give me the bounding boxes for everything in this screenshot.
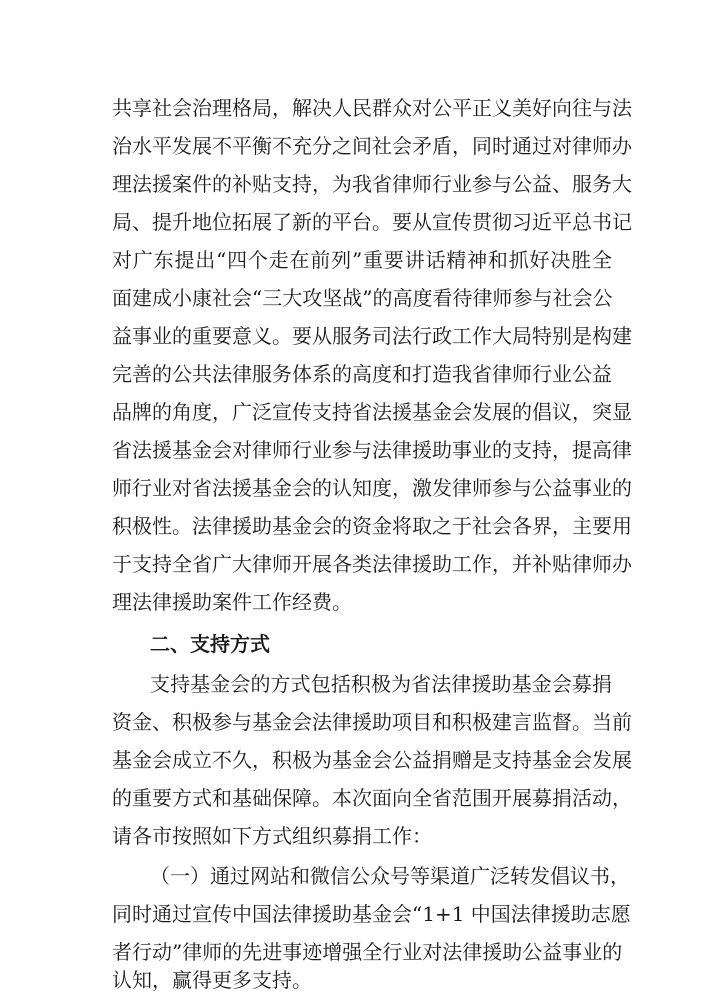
body-line: 面建成小康社会“三大攻坚战”的高度看待律师参与社会公: [112, 286, 613, 310]
item-line: 同时通过宣传中国法律援助基金会“1+1 中国法律援助志愿: [112, 902, 631, 926]
section-line: 资金、积极参与基金会法律援助项目和积极建言监督。当前: [112, 710, 632, 734]
body-line: 益事业的重要意义。要从服务司法行政工作大局特别是构建: [112, 324, 632, 348]
body-line: 治水平发展不平衡不充分之间社会矛盾，同时通过对律师办: [112, 134, 632, 158]
body-line: 共享社会治理格局，解决人民群众对公平正义美好向往与法: [112, 96, 632, 120]
body-line: 师行业对省法援基金会的认知度，激发律师参与公益事业的: [112, 476, 632, 500]
body-line: 对广东提出“四个走在前列”重要讲话精神和抓好决胜全: [112, 248, 612, 272]
body-line: 于支持全省广大律师开展各类法律援助工作，并补贴律师办: [112, 552, 632, 576]
item-line: 认知，赢得更多支持。: [112, 968, 312, 992]
body-line: 局、提升地位拓展了新的平台。要从宣传贯彻习近平总书记: [112, 210, 632, 234]
section-line: 支持基金会的方式包括积极为省法律援助基金会募捐: [150, 672, 612, 696]
body-line: 完善的公共法律服务体系的高度和打造我省律师行业公益: [112, 362, 612, 386]
body-line: 积极性。法律援助基金会的资金将取之于社会各界，主要用: [112, 514, 632, 538]
body-line: 品牌的角度，广泛宣传支持省法援基金会发展的倡议，突显: [112, 400, 632, 424]
item-line: （一）通过网站和微信公众号等渠道广泛转发倡议书，: [150, 864, 630, 888]
section-heading: 二、支持方式: [150, 632, 270, 656]
body-line: 省法援基金会对律师行业参与法律援助事业的支持，提高律: [112, 438, 632, 462]
section-line: 的重要方式和基础保障。本次面向全省范围开展募捐活动，: [112, 786, 632, 810]
item-line: 者行动”律师的先进事迹增强全行业对法律援助公益事业的: [112, 940, 623, 964]
section-line: 请各市按照如下方式组织募捐工作：: [112, 824, 432, 848]
body-line: 理法律援助案件工作经费。: [112, 590, 352, 614]
body-line: 理法援案件的补贴支持，为我省律师行业参与公益、服务大: [112, 172, 632, 196]
section-line: 基金会成立不久，积极为基金会公益捐赠是支持基金会发展: [112, 748, 632, 772]
